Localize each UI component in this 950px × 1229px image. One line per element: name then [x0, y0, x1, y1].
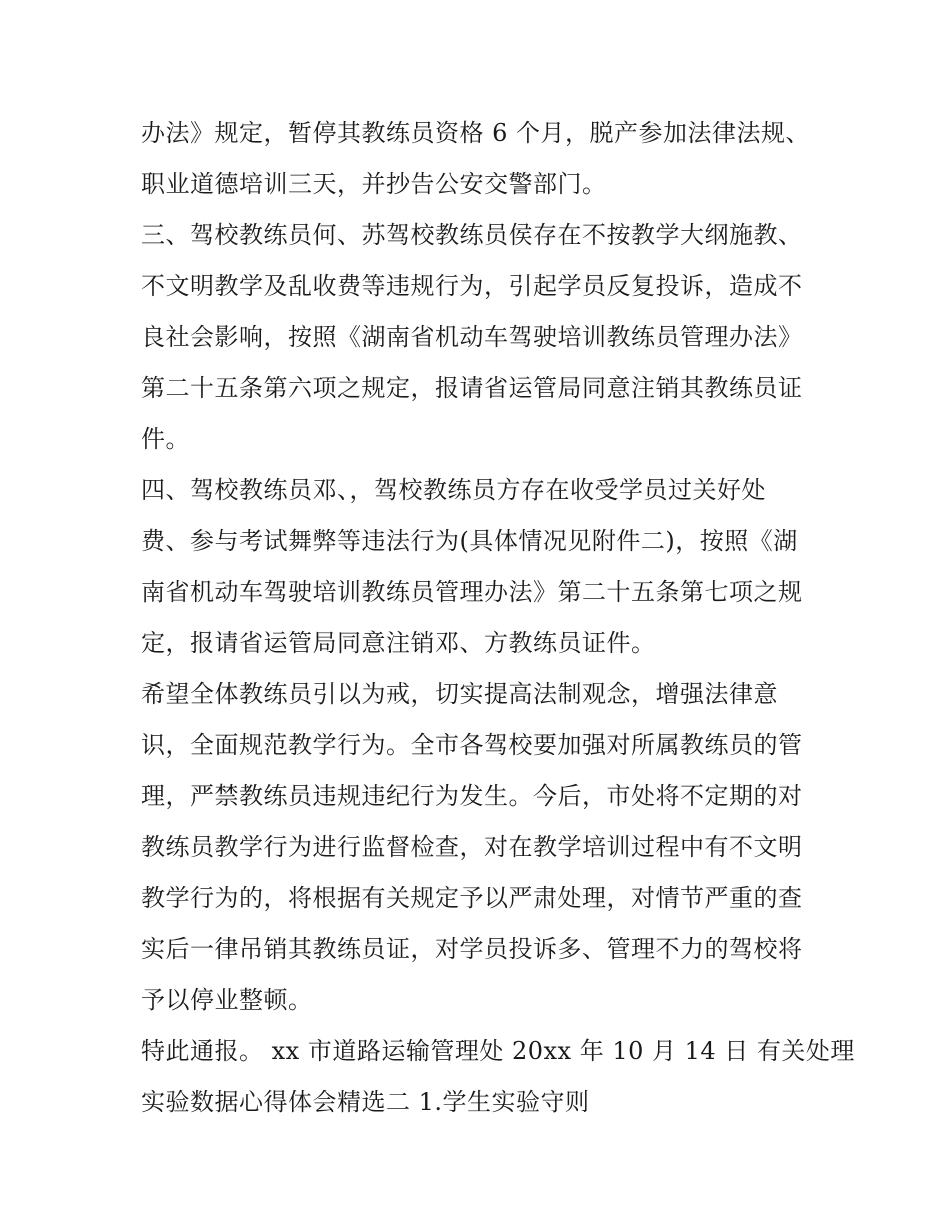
- text-line: 予以停业整顿。: [141, 986, 313, 1014]
- text-line: 费、参与考试舞弊等违法行为(具体情况见附件二)，按照《湖: [141, 527, 798, 555]
- text-line: 识，全面规范教学行为。全市各驾校要加强对所属教练员的管: [141, 731, 803, 759]
- text-line: 不文明教学及乱收费等违规行为，引起学员反复投诉，造成不: [141, 272, 803, 300]
- text-line: 实验数据心得体会精选二 1.学生实验守则: [141, 1088, 590, 1116]
- text-line: 教学行为的，将根据有关规定予以严肃处理，对情节严重的查: [141, 884, 803, 912]
- text-line: 特此通报。 xx 市道路运输管理处 20xx 年 10 月 14 日 有关处理: [141, 1037, 855, 1065]
- text-line: 教练员教学行为进行监督检查，对在教学培训过程中有不文明: [141, 833, 803, 861]
- text-line: 职业道德培训三天，并抄告公安交警部门。: [141, 170, 607, 198]
- text-line: 四、驾校教练员邓、，驾校教练员方存在收受学员过关好处: [141, 476, 766, 504]
- text-line: 三、驾校教练员何、苏驾校教练员侯存在不按教学大纲施教、: [141, 221, 803, 249]
- text-line: 良社会影响，按照《湖南省机动车驾驶培训教练员管理办法》: [141, 323, 803, 351]
- text-line: 理，严禁教练员违规违纪行为发生。今后，市处将不定期的对: [141, 782, 803, 810]
- text-line: 办法》规定，暂停其教练员资格 6 个月，脱产参加法律法规、: [141, 119, 811, 147]
- text-line: 定，报请省运管局同意注销邓、方教练员证件。: [141, 629, 656, 657]
- text-line: 件。: [141, 425, 190, 453]
- text-line: 第二十五条第六项之规定，报请省运管局同意注销其教练员证: [141, 374, 803, 402]
- text-line: 南省机动车驾驶培训教练员管理办法》第二十五条第七项之规: [141, 578, 803, 606]
- text-line: 实后一律吊销其教练员证，对学员投诉多、管理不力的驾校将: [141, 935, 803, 963]
- text-line: 希望全体教练员引以为戒，切实提高法制观念，增强法律意: [141, 680, 778, 708]
